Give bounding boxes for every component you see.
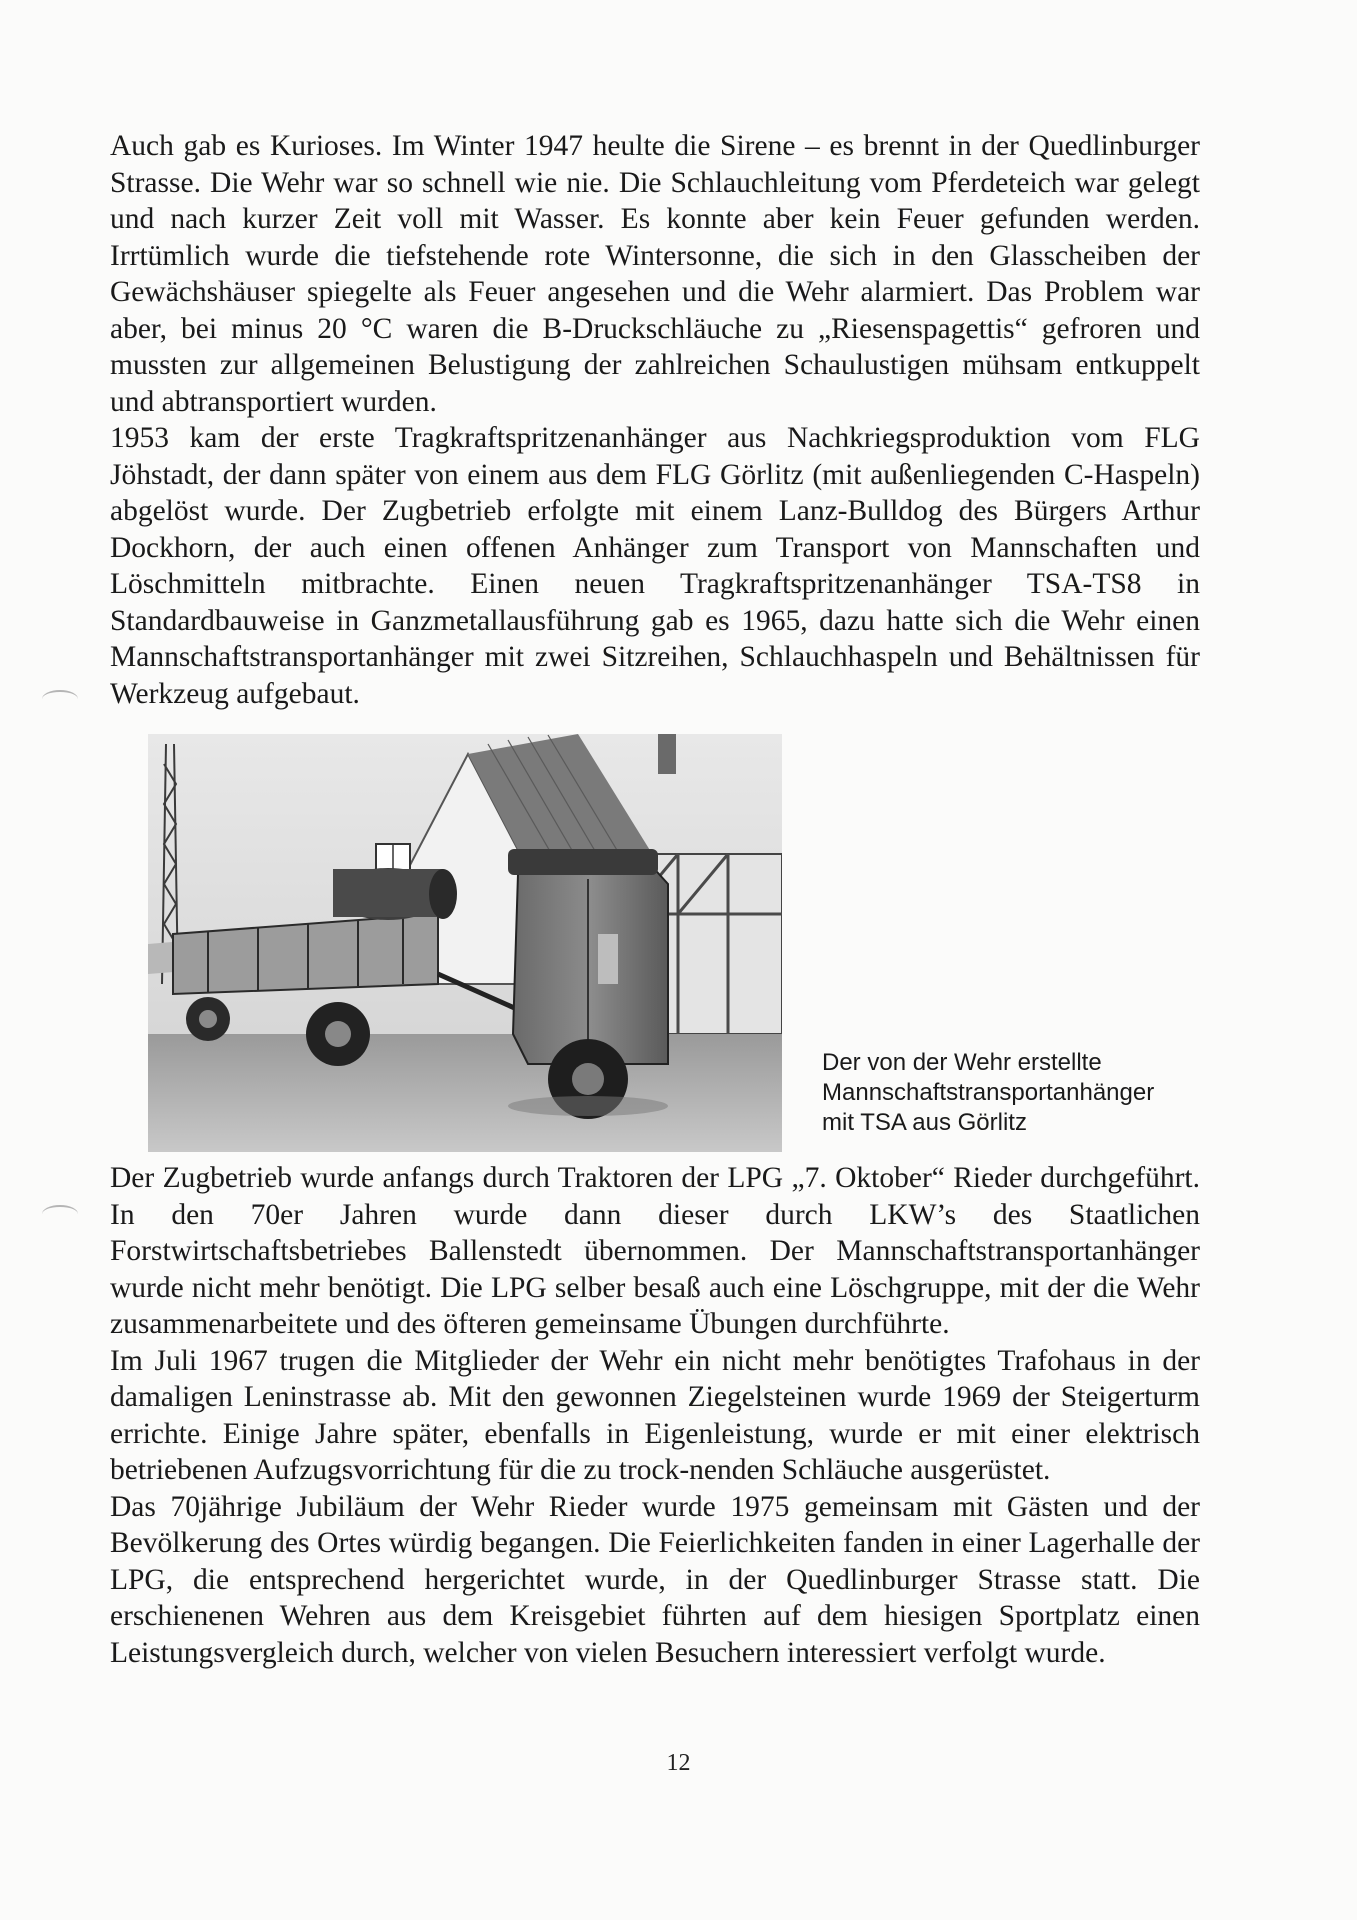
paragraph: Auch gab es Kurioses. Im Winter 1947 heulte die Sirene – es brennt in der Quedlinburger Strasse. Die Wehr war so schnell wie nie. Die Schlauchleitung vom Pferdeteich war gelegt und nach kurzer Zeit voll mit Wasser. Es konnte aber kein Feuer gefunden werden. Irrtümlich wurde die tiefstehende rote Wintersonne, die sich in den Glasscheiben der Gewächshäuser spiegelte als Feuer angesehen und die Wehr alarmiert. Das Problem war aber, bei minus 20 °C waren die B-Druckschläuche zu „Riesenspagettis“ gefroren und mussten zur allgemeinen Belustigung der zahlreichen Schaulustigen mühsam entkuppelt und abtransportiert wurden.	[110, 130, 1200, 418]
punch-hole-mark	[42, 1205, 78, 1223]
caption-line: mit TSA aus Görlitz	[822, 1109, 1027, 1136]
paragraph: 1953 kam der erste Tragkraftspritzenanhänger aus Nachkriegsproduktion vom FLG Jöhstadt, der dann später von einem aus dem FLG Görlitz (mit außenliegenden C-Haspeln) abgelöst wurde. Der Zugbetrieb erfolgte mit einem Lanz-Bulldog des Bürgers Arthur Dockhorn, der auch einen offenen Anhänger zum Transport von Mannschaften und Löschmitteln mitbrachte. Einen neuen Tragkraftspritzenanhänger TSA-TS8 in Standardbauweise in Ganzmetallausführung gab es 1965, dazu hatte sich die Wehr einen Mannschaftstransportanhänger mit zwei Sitzreihen, Schlauchhaspeln und Behältnissen für Werkzeug aufgebaut.	[110, 422, 1200, 710]
caption-line: Der von der Wehr erstellte	[822, 1049, 1102, 1076]
paragraph: Das 70jährige Jubiläum der Wehr Rieder wurde 1975 gemeinsam mit Gästen und der Bevölkerung des Ortes würdig begangen. Die Feierlichkeiten fanden in einer Lagerhalle der LPG, die entsprechend hergerichtet wurde, in der Quedlinburger Strasse statt. Die erschienenen Wehren aus dem Kreisgebiet führten auf dem hiesigen Sportplatz einen Leistungsvergleich durch, welcher von vielen Besuchern interessiert verfolgt wurde.	[110, 1490, 1200, 1669]
caption-line: Mannschaftstransportanhänger	[822, 1079, 1155, 1106]
text-block-bottom	[110, 1160, 1200, 1671]
paragraph: Der Zugbetrieb wurde anfangs durch Traktoren der LPG „7. Oktober“ Rieder durchgeführt. In den 70er Jahren wurde dann dieser durch LKW’s des Staatlichen Forstwirtschaftsbetriebes Ballenstedt übernommen. Der Mannschaftstransportanhänger wurde nicht mehr benötigt. Die LPG selber besaß auch eine Löschgruppe, mit der die Wehr zusammenarbeitete und des öfteren gemeinsame Übungen durchführte.	[110, 1162, 1200, 1340]
paragraph: Im Juli 1967 trugen die Mitglieder der Wehr ein nicht mehr benötigtes Trafohaus in der damaligen Leninstrasse ab. Mit den gewonnen Ziegelsteinen wurde 1969 der Steigerturm errichte. Einige Jahre später, ebenfalls in Eigenleistung, wurde er mit einer elektrisch betriebenen Aufzugsvorrichtung für die zu trock-nenden Schläuche ausgerüstet.	[110, 1344, 1200, 1486]
punch-hole-mark	[42, 690, 78, 708]
photo-trailer	[148, 734, 782, 1152]
photo-caption	[822, 1048, 1212, 1138]
text-block-top	[110, 128, 1200, 712]
page-number: 12	[666, 1750, 691, 1776]
